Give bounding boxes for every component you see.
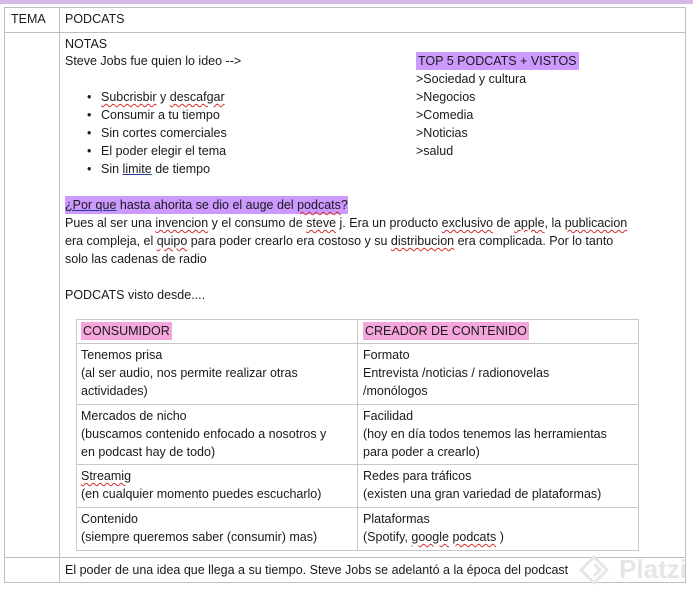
- cell-text: [363, 528, 504, 546]
- top5-title: TOP 5 PODCATS + VISTOS: [418, 54, 577, 68]
- text-run: , la: [544, 216, 565, 230]
- list-item: [65, 88, 227, 106]
- cell-text: Mercados de nicho: [81, 409, 187, 423]
- text-run: apple: [513, 216, 545, 230]
- text-run: ): [496, 530, 504, 544]
- cell-text: (al ser audio, nos permite realizar otras: [81, 366, 298, 380]
- text-run: era complicada. Por lo tanto: [454, 234, 614, 248]
- list-item-text: y: [156, 90, 170, 104]
- list-item: [65, 142, 227, 160]
- top5-item: >Negocios: [416, 90, 476, 104]
- top5-item: >Sociedad y cultura: [416, 72, 527, 86]
- top-accent-bar: [0, 0, 693, 4]
- list-item-text: Consumir a tu tiempo: [101, 108, 220, 122]
- cell-text: Redes para tráficos: [363, 469, 472, 483]
- podcats-header: PODCATS: [65, 12, 125, 26]
- text-run: podcats: [452, 530, 497, 544]
- list-item: [65, 124, 227, 142]
- comparison-row-divider: [76, 343, 639, 344]
- comparison-row-divider: [76, 507, 639, 508]
- list-item: [65, 106, 227, 124]
- row-divider-header: [4, 32, 686, 33]
- cell-text: Plataformas: [363, 512, 430, 526]
- list-item-text: de tiempo: [151, 162, 211, 176]
- comparison-column-divider: [357, 319, 358, 550]
- question-part: ?: [340, 198, 348, 212]
- cell-text: para poder a crearlo): [363, 445, 480, 459]
- list-item-word: descafgar: [169, 90, 225, 104]
- cell-text: Facilidad: [363, 409, 414, 423]
- question-part: hasta ahorita se dio el auge del: [116, 198, 298, 212]
- features-list: [65, 88, 227, 178]
- cell-text: (buscamos contenido enfocado a nosotros y: [81, 427, 327, 441]
- text-run: exclusivo: [441, 216, 494, 230]
- text-run: j. Era un producto: [336, 216, 442, 230]
- cell-text: (siempre queremos saber (consumir) mas): [81, 530, 318, 544]
- text-run: steve: [306, 216, 337, 230]
- cell-text: actividades): [81, 384, 148, 398]
- tema-header: TEMA: [11, 12, 46, 26]
- text-run: quipo: [156, 234, 188, 248]
- paragraph-line-2: [65, 232, 613, 250]
- text-run: de: [493, 216, 514, 230]
- cell-text: en podcast hay de todo): [81, 445, 216, 459]
- column-divider: [59, 7, 60, 583]
- text-run: para poder crearlo era costoso y su: [187, 234, 391, 248]
- notes-title: NOTAS: [65, 37, 108, 51]
- notes-intro: Steve Jobs fue quien lo ideo -->: [65, 54, 242, 68]
- text-run: Pues al ser una: [65, 216, 156, 230]
- top5-item: >Comedia: [416, 108, 474, 122]
- cell-text: (hoy en día todos tenemos las herramientas: [363, 427, 607, 441]
- cell-text: Streamig: [81, 469, 132, 483]
- platzi-logo-icon: [579, 555, 609, 585]
- question-heading: [65, 196, 348, 214]
- cell-text: (en cualquier momento puedes escucharlo): [81, 487, 322, 501]
- comparison-row-divider: [76, 464, 639, 465]
- text-run: invencion: [155, 216, 209, 230]
- question-part: podcats: [297, 198, 341, 212]
- comparison-row-divider: [76, 404, 639, 405]
- list-item-word: Subcrisbir: [101, 90, 157, 104]
- top5-item: >Noticias: [416, 126, 468, 140]
- text-run: google: [411, 530, 449, 544]
- question-part: ¿Por que: [65, 198, 117, 212]
- paragraph-line-1: [65, 214, 627, 232]
- list-item: [65, 160, 227, 178]
- list-item-text: Sin: [101, 162, 123, 176]
- cell-text: Entrevista /noticias / radionovelas: [363, 366, 550, 380]
- top5-item: >salud: [416, 144, 454, 158]
- cell-text: /monólogos: [363, 384, 428, 398]
- list-item-text: El poder elegir el tema: [101, 144, 227, 158]
- consumidor-header: CONSUMIDOR: [83, 324, 170, 338]
- list-item-word: limite: [122, 162, 152, 176]
- text-run: publicacion: [564, 216, 628, 230]
- paragraph-line-3: solo las cadenas de radio: [65, 252, 207, 266]
- text-run: distribucion: [390, 234, 455, 248]
- text-run: (Spotify,: [363, 530, 412, 544]
- cell-text: (existen una gran variedad de plataformas): [363, 487, 602, 501]
- creador-header: CREADOR DE CONTENIDO: [365, 324, 527, 338]
- cell-text: Formato: [363, 348, 410, 362]
- footer-text: El poder de una idea que llega a su tiempo. Steve Jobs se adelantó a la época del podcast: [65, 563, 569, 577]
- text-run: y el consumo de: [208, 216, 307, 230]
- visto-desde-label: PODCATS visto desde....: [65, 288, 206, 302]
- cell-text: Contenido: [81, 512, 138, 526]
- text-run: era compleja, el: [65, 234, 157, 248]
- platzi-watermark: Platzi: [619, 554, 687, 584]
- cell-text: Tenemos prisa: [81, 348, 163, 362]
- list-item-text: Sin cortes comerciales: [101, 126, 227, 140]
